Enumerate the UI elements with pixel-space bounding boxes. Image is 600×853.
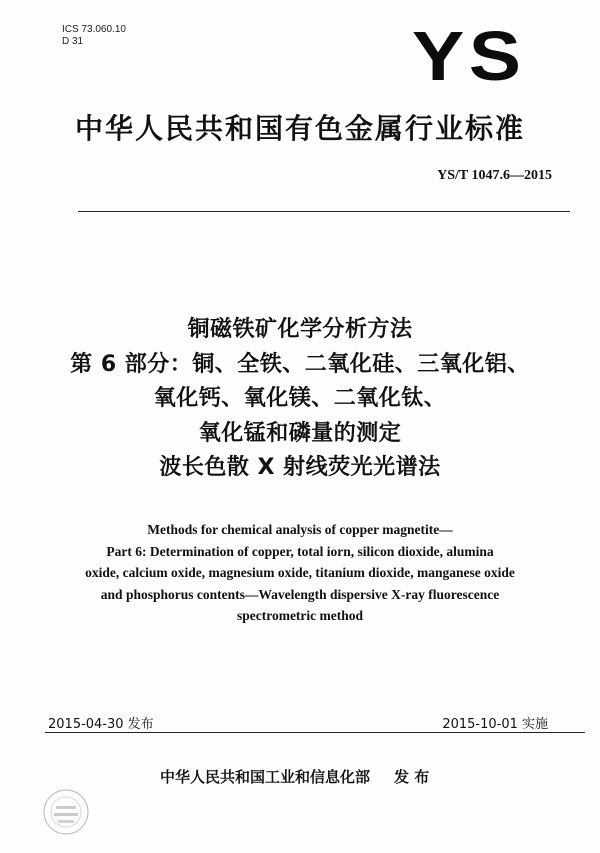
english-title-line: Part 6: Determination of copper, total iorn, silicon dioxide, alumina [106,543,494,559]
english-title [0,519,600,627]
ys-logo: YS [412,17,526,95]
industry-standard-title: 中华人民共和国有色金属行业标准 [74,112,525,145]
chinese-title-line: 氧化锰和磷量的测定 [198,420,402,446]
issuer-name: 中华人民共和国工业和信息化部 [160,768,371,786]
classification-codes [62,24,126,48]
chinese-title-line: 第 6 部分：铜、全铁、二氧化硅、三氧化铝、 [70,351,530,377]
english-title-line: spectrometric method [236,608,364,623]
top-divider [78,211,570,212]
standard-number: YS/T 1047.6—2015 [437,168,552,183]
english-title-line: and phosphorus contents—Wavelength dispersive X-ray fluorescence [100,586,500,602]
implement-date: 2015-10-01 实施 [442,717,548,732]
chinese-title [0,313,600,486]
publish-date: 2015-04-30 发布 [48,717,154,732]
ccs-code: D 31 [62,36,84,47]
issue-label: 发 布 [394,768,430,786]
ics-code: ICS 73.060.10 [62,24,126,35]
chinese-title-line: 铜磁铁矿化学分析方法 [187,317,413,342]
chinese-title-line: 氧化钙、氧化镁、二氧化钛、 [153,386,447,411]
seal-stamp-icon [36,782,100,840]
bottom-divider [45,732,585,733]
english-title-line: Methods for chemical analysis of copper magnetite— [147,522,453,537]
english-title-line: oxide, calcium oxide, magnesium oxide, titanium dioxide, manganese oxide [85,565,515,580]
chinese-title-line: 波长色散 X 射线荧光光谱法 [159,455,441,480]
issuer-line [160,766,429,787]
